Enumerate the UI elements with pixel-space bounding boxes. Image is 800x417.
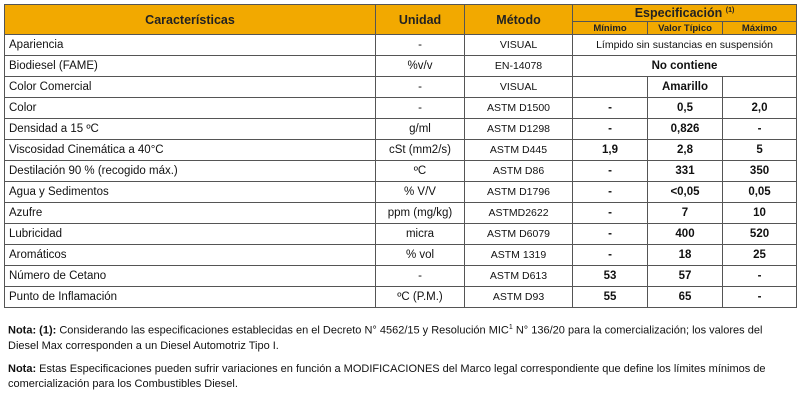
row-name: Destilación 90 % (recogido máx.) [5,161,376,182]
header-maximo: Máximo [723,22,797,35]
row-min: 53 [573,266,648,287]
row-unit: - [376,35,465,56]
header-especificacion-note-ref: (1) [725,6,735,14]
row-name: Azufre [5,203,376,224]
row-max: 10 [723,203,797,224]
row-unit: - [376,77,465,98]
row-method: ASTM D1796 [465,182,573,203]
header-metodo: Método [465,5,573,35]
header-valor-tipico: Valor Típico [648,22,723,35]
note-2-label: Nota: [8,363,37,375]
table-row [5,98,797,119]
row-name: Lubricidad [5,224,376,245]
row-method: VISUAL [465,35,573,56]
row-min: - [573,224,648,245]
row-typ: Amarillo [648,77,723,98]
row-method: EN-14078 [465,56,573,77]
row-spec-merged: No contiene [573,56,797,77]
row-method: ASTM D93 [465,287,573,308]
row-max: 5 [723,140,797,161]
row-typ: 2,8 [648,140,723,161]
row-unit: cSt (mm2/s) [376,140,465,161]
row-name: Color [5,98,376,119]
row-name: Agua y Sedimentos [5,182,376,203]
row-typ: 57 [648,266,723,287]
row-typ: <0,05 [648,182,723,203]
row-max [723,77,797,98]
row-max: 2,0 [723,98,797,119]
row-name: Viscosidad Cinemática a 40°C [5,140,376,161]
note-1-text-a: Considerando las especificaciones establecidas en el Decreto N° 4562/15 y Resolución MIC [59,324,509,337]
row-method: ASTM D1298 [465,119,573,140]
row-unit: ºC (P.M.) [376,287,465,308]
row-typ: 65 [648,287,723,308]
row-typ: 18 [648,245,723,266]
table-row [5,224,797,245]
row-unit: % V/V [376,182,465,203]
header-especificacion [573,5,797,22]
row-name: Biodiesel (FAME) [5,56,376,77]
row-min: 1,9 [573,140,648,161]
row-unit: ppm (mg/kg) [376,203,465,224]
note-1-sup: 1 [508,324,513,331]
table-row [5,245,797,266]
header-unidad: Unidad [376,5,465,35]
note-2 [8,362,792,392]
row-method: ASTM D86 [465,161,573,182]
row-max: 350 [723,161,797,182]
row-method: ASTM D6079 [465,224,573,245]
table-row [5,35,797,56]
row-max: - [723,119,797,140]
row-name: Número de Cetano [5,266,376,287]
header-especificacion-label: Especificación [634,6,723,20]
table-row [5,77,797,98]
row-typ: 331 [648,161,723,182]
specifications-table [4,4,797,308]
row-method: ASTM 1319 [465,245,573,266]
row-name: Densidad a 15 ºC [5,119,376,140]
note-2-text: Estas Especificaciones pueden sufrir variaciones en función a MODIFICACIONES del Marco legal correspondiente que define los límites mínimos de comercialización para los Combustibles Diesel. [8,363,766,390]
row-method: ASTM D613 [465,266,573,287]
table-row [5,119,797,140]
row-unit: %v/v [376,56,465,77]
row-method: ASTM D445 [465,140,573,161]
row-max: - [723,287,797,308]
row-typ: 0,5 [648,98,723,119]
row-max: - [723,266,797,287]
row-name: Apariencia [5,35,376,56]
row-unit: micra [376,224,465,245]
row-min: - [573,98,648,119]
row-typ: 400 [648,224,723,245]
row-unit: ºC [376,161,465,182]
row-spec-merged: Límpido sin sustancias en suspensión [573,35,797,56]
table-row [5,203,797,224]
row-max: 520 [723,224,797,245]
table-row [5,287,797,308]
note-1-text-b: N° 136/20 para la comercialización; los valores del Diesel Max corresponden a un Diesel Automotriz Tipo I. [8,324,763,352]
row-unit: - [376,98,465,119]
table-row [5,56,797,77]
note-1 [8,320,792,354]
row-min: 55 [573,287,648,308]
row-method: VISUAL [465,77,573,98]
row-min: - [573,245,648,266]
row-min [573,77,648,98]
table-row [5,140,797,161]
row-unit: - [376,266,465,287]
row-typ: 0,826 [648,119,723,140]
table-row [5,182,797,203]
row-min: - [573,203,648,224]
row-min: - [573,182,648,203]
row-min: - [573,161,648,182]
row-min: - [573,119,648,140]
row-name: Punto de Inflamación [5,287,376,308]
row-typ: 7 [648,203,723,224]
row-method: ASTMD2622 [465,203,573,224]
row-unit: % vol [376,245,465,266]
row-max: 0,05 [723,182,797,203]
row-unit: g/ml [376,119,465,140]
table-row [5,266,797,287]
row-max: 25 [723,245,797,266]
row-name: Color Comercial [5,77,376,98]
header-caracteristicas: Características [5,5,376,35]
table-row [5,161,797,182]
header-minimo: Mínimo [573,22,648,35]
note-1-label: Nota: (1): [8,324,57,337]
row-method: ASTM D1500 [465,98,573,119]
row-name: Aromáticos [5,245,376,266]
